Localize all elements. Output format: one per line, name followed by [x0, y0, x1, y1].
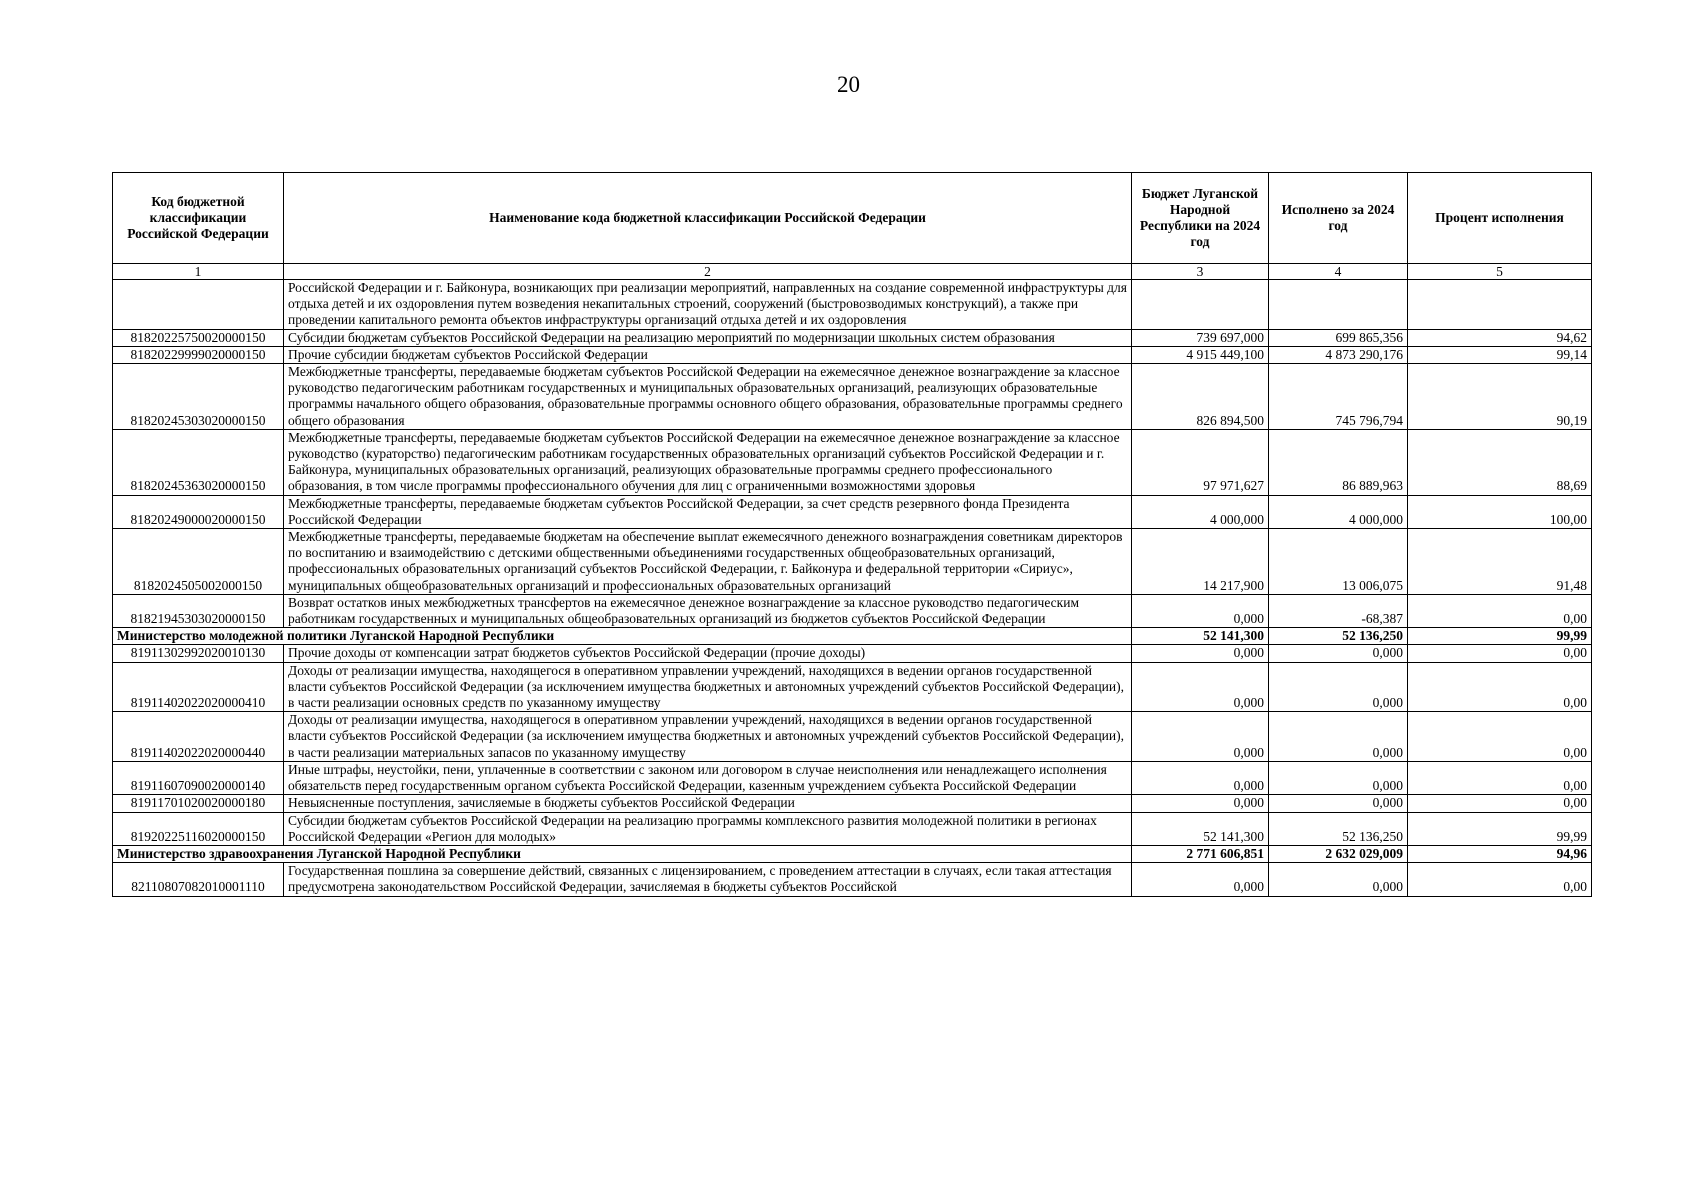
classification-name: Доходы от реализации имущества, находящегося в оперативном управлении учреждений, находящихся в ведении органов государственной власти субъектов Российской Федерации (за исключением имущества бюджетных и автономных учреждений субъектов Российской Федерации), в части реализации основных средств по указанному имуществу [284, 662, 1132, 712]
classification-code: 81820249000020000150 [113, 495, 284, 528]
budget-value: 97 971,627 [1132, 429, 1269, 495]
table-header-row [113, 173, 1592, 264]
percent-value: 0,00 [1408, 761, 1592, 794]
header-executed: Исполнено за 2024 год [1269, 173, 1408, 264]
percent-value: 0,00 [1408, 712, 1592, 762]
executed-value: 0,000 [1269, 761, 1408, 794]
budget-value: 826 894,500 [1132, 364, 1269, 430]
executed-value: 0,000 [1269, 662, 1408, 712]
percent-value: 99,14 [1408, 346, 1592, 363]
executed-value: 0,000 [1269, 795, 1408, 812]
budget-value: 52 141,300 [1132, 628, 1269, 645]
percent-value: 0,00 [1408, 795, 1592, 812]
classification-name: Субсидии бюджетам субъектов Российской Федерации на реализацию программы комплексного развития молодежной политики в регионах Российской Федерации «Регион для молодых» [284, 812, 1132, 845]
classification-name: Государственная пошлина за совершение действий, связанных с лицензированием, с проведением аттестации в случаях, если такая аттестация предусмотрена законодательством Российской Федерации, зачисляемая в бюджеты субъектов Российской [284, 863, 1132, 896]
percent-value: 91,48 [1408, 529, 1592, 595]
classification-name: Межбюджетные трансферты, передаваемые бюджетам субъектов Российской Федерации на ежемесячное денежное вознаграждение за классное руководство педагогическим работникам государственных и муниципальных образовательных организаций, реализующих образовательные программы начального общего образования, образовательные программы основного общего образования, образовательные программы среднего общего образования [284, 364, 1132, 430]
classification-name: Доходы от реализации имущества, находящегося в оперативном управлении учреждений, находящихся в ведении органов государственной власти субъектов Российской Федерации (за исключением имущества бюджетных и автономных учреждений субъектов Российской Федерации), в части реализации материальных запасов по указанному имуществу [284, 712, 1132, 762]
percent-value: 0,00 [1408, 645, 1592, 662]
column-number: 2 [284, 264, 1132, 280]
budget-value: 0,000 [1132, 712, 1269, 762]
budget-value: 4 915 449,100 [1132, 346, 1269, 363]
budget-value: 739 697,000 [1132, 329, 1269, 346]
table-row [113, 529, 1592, 595]
executed-value: 13 006,075 [1269, 529, 1408, 595]
classification-name: Межбюджетные трансферты, передаваемые бюджетам на обеспечение выплат ежемесячного денежного вознаграждения советникам директоров по воспитанию и взаимодействию с детскими общественными объединениями государственных общеобразовательных организаций, профессиональных образовательных организаций субъектов Российской Федерации, г. Байконура и федеральной территории «Сириус», муниципальных общеобразовательных организаций и профессиональных образовательных организаций [284, 529, 1132, 595]
classification-name: Прочие субсидии бюджетам субъектов Российской Федерации [284, 346, 1132, 363]
executed-value: 0,000 [1269, 863, 1408, 896]
executed-value: 52 136,250 [1269, 628, 1408, 645]
classification-code: 81911607090020000140 [113, 761, 284, 794]
percent-value: 0,00 [1408, 662, 1592, 712]
percent-value: 100,00 [1408, 495, 1592, 528]
classification-code: 81820245363020000150 [113, 429, 284, 495]
classification-code: 81920225116020000150 [113, 812, 284, 845]
budget-value: 0,000 [1132, 594, 1269, 627]
column-number: 4 [1269, 264, 1408, 280]
budget-value: 0,000 [1132, 795, 1269, 812]
classification-code: 81821945303020000150 [113, 594, 284, 627]
table-row [113, 812, 1592, 845]
table-row [113, 712, 1592, 762]
executed-value: 52 136,250 [1269, 812, 1408, 845]
budget-value: 52 141,300 [1132, 812, 1269, 845]
table-row [113, 429, 1592, 495]
column-number-row [113, 264, 1592, 280]
classification-code [113, 280, 284, 330]
table-row [113, 346, 1592, 363]
budget-value: 2 771 606,851 [1132, 845, 1269, 862]
classification-code: 81820225750020000150 [113, 329, 284, 346]
classification-name: Межбюджетные трансферты, передаваемые бюджетам субъектов Российской Федерации на ежемесячное денежное вознаграждение за классное руководство (кураторство) педагогическим работникам государственных образовательных организаций субъектов Российской Федерации и г. Байконура, муниципальных образовательных организаций, реализующих образовательные программы среднего профессионального образования, в том числе программы профессионального обучения для лиц с ограниченными возможностями здоровья [284, 429, 1132, 495]
executed-value [1269, 280, 1408, 330]
table-row [113, 495, 1592, 528]
budget-execution-table [112, 172, 1592, 897]
percent-value [1408, 280, 1592, 330]
executed-value: 0,000 [1269, 712, 1408, 762]
table-row [113, 795, 1592, 812]
executed-value: 0,000 [1269, 645, 1408, 662]
table-row [113, 329, 1592, 346]
classification-name: Субсидии бюджетам субъектов Российской Федерации на реализацию мероприятий по модернизации школьных систем образования [284, 329, 1132, 346]
percent-value: 99,99 [1408, 812, 1592, 845]
classification-name: Возврат остатков иных межбюджетных трансфертов на ежемесячное денежное вознаграждение за классное руководство педагогическим работникам государственных и муниципальных общеобразовательных организаций из бюджетов субъектов Российской Федерации [284, 594, 1132, 627]
executed-value: -68,387 [1269, 594, 1408, 627]
executed-value: 2 632 029,009 [1269, 845, 1408, 862]
ministry-name: Министерство молодежной политики Луганской Народной Республики [113, 628, 1132, 645]
table-row [113, 280, 1592, 330]
executed-value: 86 889,963 [1269, 429, 1408, 495]
budget-value: 4 000,000 [1132, 495, 1269, 528]
classification-name: Иные штрафы, неустойки, пени, уплаченные в соответствии с законом или договором в случае неисполнения или ненадлежащего исполнения обязательств перед государственным органом субъекта Российской Федерации, казенным учреждением субъекта Российской Федерации [284, 761, 1132, 794]
classification-code: 81911402022020000440 [113, 712, 284, 762]
percent-value: 94,96 [1408, 845, 1592, 862]
header-budget: Бюджет Луганской Народной Республики на 2024 год [1132, 173, 1269, 264]
percent-value: 90,19 [1408, 364, 1592, 430]
executed-value: 4 000,000 [1269, 495, 1408, 528]
budget-value: 0,000 [1132, 645, 1269, 662]
header-percent: Процент исполнения [1408, 173, 1592, 264]
table-row [113, 863, 1592, 896]
table-row [113, 761, 1592, 794]
ministry-row [113, 845, 1592, 862]
percent-value: 94,62 [1408, 329, 1592, 346]
classification-code: 81911701020020000180 [113, 795, 284, 812]
table-row [113, 662, 1592, 712]
budget-value: 0,000 [1132, 863, 1269, 896]
classification-code: 81820229999020000150 [113, 346, 284, 363]
budget-value [1132, 280, 1269, 330]
column-number: 3 [1132, 264, 1269, 280]
executed-value: 745 796,794 [1269, 364, 1408, 430]
column-number: 1 [113, 264, 284, 280]
executed-value: 4 873 290,176 [1269, 346, 1408, 363]
percent-value: 99,99 [1408, 628, 1592, 645]
percent-value: 88,69 [1408, 429, 1592, 495]
percent-value: 0,00 [1408, 863, 1592, 896]
ministry-row [113, 628, 1592, 645]
table-row [113, 364, 1592, 430]
budget-value: 0,000 [1132, 761, 1269, 794]
header-name: Наименование кода бюджетной классификации Российской Федерации [284, 173, 1132, 264]
classification-code: 81911302992020010130 [113, 645, 284, 662]
header-code: Код бюджетной классификации Российской Федерации [113, 173, 284, 264]
table-row [113, 645, 1592, 662]
classification-code: 81911402022020000410 [113, 662, 284, 712]
classification-name: Невыясненные поступления, зачисляемые в бюджеты субъектов Российской Федерации [284, 795, 1132, 812]
page-number: 20 [837, 72, 860, 97]
table-body [113, 280, 1592, 897]
classification-code: 82110807082010001110 [113, 863, 284, 896]
budget-value: 0,000 [1132, 662, 1269, 712]
classification-name: Российской Федерации и г. Байконура, возникающих при реализации мероприятий, направленных на создание современной инфраструктуры для отдыха детей и их оздоровления путем возведения некапитальных строений, сооружений (быстровозводимых конструкций), а также при проведении капитального ремонта объектов инфраструктуры организаций отдыха детей и их оздоровления [284, 280, 1132, 330]
percent-value: 0,00 [1408, 594, 1592, 627]
executed-value: 699 865,356 [1269, 329, 1408, 346]
budget-value: 14 217,900 [1132, 529, 1269, 595]
classification-name: Межбюджетные трансферты, передаваемые бюджетам субъектов Российской Федерации, за счет средств резервного фонда Президента Российской Федерации [284, 495, 1132, 528]
classification-name: Прочие доходы от компенсации затрат бюджетов субъектов Российской Федерации (прочие доходы) [284, 645, 1132, 662]
table-row [113, 594, 1592, 627]
classification-code: 81820245303020000150 [113, 364, 284, 430]
ministry-name: Министерство здравоохранения Луганской Народной Республики [113, 845, 1132, 862]
classification-code: 8182024505002000150 [113, 529, 284, 595]
column-number: 5 [1408, 264, 1592, 280]
